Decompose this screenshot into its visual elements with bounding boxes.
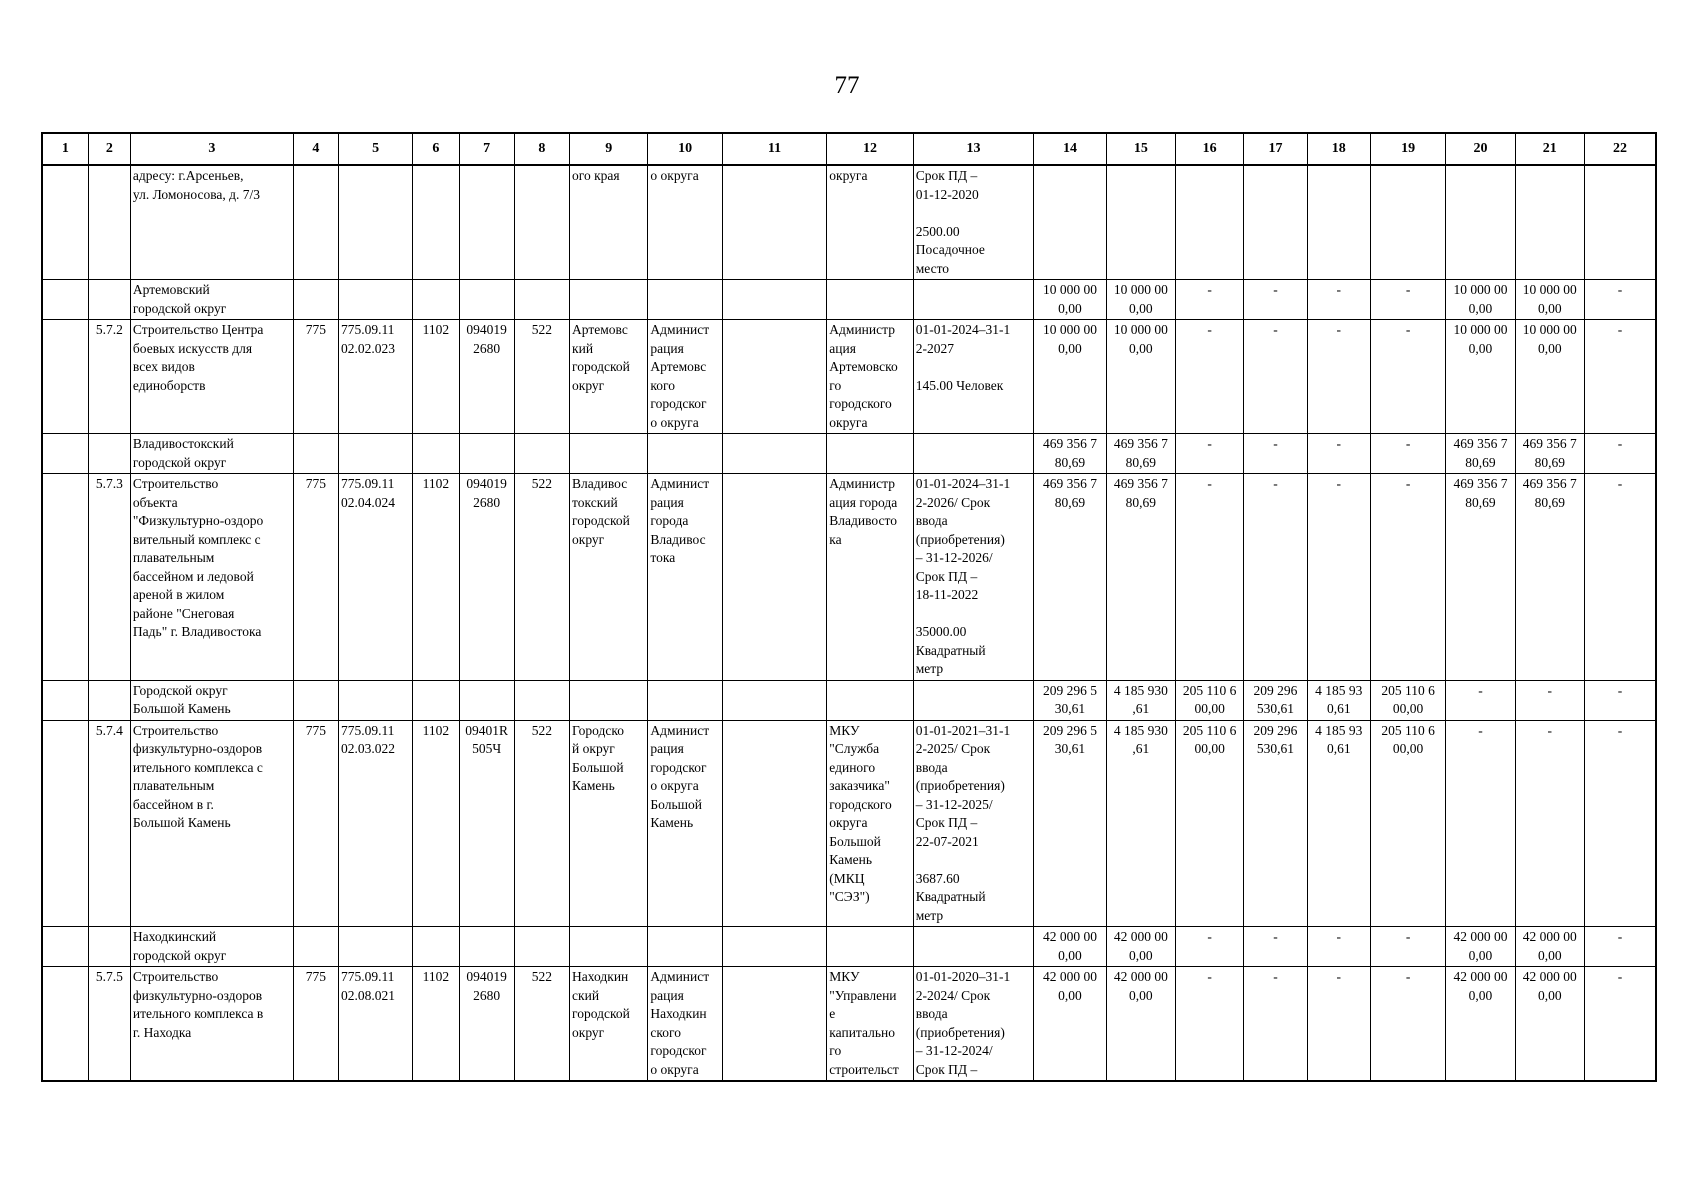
table-cell [570, 434, 648, 474]
table-cell [338, 680, 412, 720]
table-cell: 10 000 00 0,00 [1515, 280, 1584, 320]
table-cell [459, 434, 514, 474]
table-cell: Админист рация Находкин ского городског о округа [648, 967, 722, 1082]
table-cell [42, 720, 88, 927]
table-cell [293, 680, 338, 720]
table-cell [413, 927, 459, 967]
table-cell [459, 165, 514, 280]
table-cell: МКУ "Управлени е капитально го строительст [827, 967, 913, 1082]
table-cell [293, 927, 338, 967]
column-header-13: 13 [913, 133, 1034, 165]
table-cell: Администр ация города Владивосто ка [827, 474, 913, 681]
table-cell: 42 000 00 0,00 [1446, 967, 1515, 1082]
table-cell: 09401R 505Ч [459, 720, 514, 927]
table-cell [1446, 165, 1515, 280]
table-cell [42, 320, 88, 434]
column-header-17: 17 [1244, 133, 1307, 165]
table-cell [570, 927, 648, 967]
table-row [42, 720, 1656, 927]
table-cell [88, 434, 130, 474]
table-cell: 775.09.11 02.04.024 [338, 474, 412, 681]
column-header-2: 2 [88, 133, 130, 165]
table-cell: 10 000 00 0,00 [1106, 320, 1175, 434]
table-cell [459, 280, 514, 320]
table-cell: 205 110 6 00,00 [1370, 680, 1445, 720]
table-cell: 1102 [413, 967, 459, 1082]
table-cell [338, 927, 412, 967]
table-cell: Админист рация городског о округа Большой Камень [648, 720, 722, 927]
table-cell: 5.7.5 [88, 967, 130, 1082]
table-cell [570, 280, 648, 320]
table-cell: - [1244, 320, 1307, 434]
column-header-4: 4 [293, 133, 338, 165]
table-cell: - [1307, 474, 1370, 681]
table-cell [88, 280, 130, 320]
table-cell: 469 356 7 80,69 [1446, 434, 1515, 474]
table-cell: 1102 [413, 320, 459, 434]
table-cell: Находкин ский городской округ [570, 967, 648, 1082]
table-cell: 10 000 00 0,00 [1034, 280, 1106, 320]
table-cell: 1102 [413, 474, 459, 681]
table-cell: - [1307, 320, 1370, 434]
table-cell [88, 927, 130, 967]
table-cell: 01-01-2024–31-1 2-2027 145.00 Человек [913, 320, 1034, 434]
table-cell [722, 280, 827, 320]
table-cell: - [1307, 967, 1370, 1082]
table-cell: Артемовс кий городской округ [570, 320, 648, 434]
column-header-1: 1 [42, 133, 88, 165]
table-cell [913, 680, 1034, 720]
column-header-12: 12 [827, 133, 913, 165]
table-cell [42, 165, 88, 280]
column-header-9: 9 [570, 133, 648, 165]
table-cell: 42 000 00 0,00 [1034, 927, 1106, 967]
table-cell: Артемовский городской округ [130, 280, 293, 320]
table-cell: - [1370, 927, 1445, 967]
table-cell: 5.7.3 [88, 474, 130, 681]
table-cell [722, 967, 827, 1082]
table-cell: округа [827, 165, 913, 280]
table-row [42, 434, 1656, 474]
table-cell [827, 280, 913, 320]
table-cell [1584, 165, 1656, 280]
table-cell: 205 110 6 00,00 [1370, 720, 1445, 927]
table-cell: Городско й округ Большой Камень [570, 720, 648, 927]
table-cell: - [1370, 967, 1445, 1082]
table-cell: 5.7.2 [88, 320, 130, 434]
table-cell: 775.09.11 02.08.021 [338, 967, 412, 1082]
column-header-21: 21 [1515, 133, 1584, 165]
table-cell: - [1584, 720, 1656, 927]
table-cell: 01-01-2020–31-1 2-2024/ Срок ввода (приобретения) – 31-12-2024/ Срок ПД – [913, 967, 1034, 1082]
table-cell [722, 320, 827, 434]
table-cell: Городской округ Большой Камень [130, 680, 293, 720]
table-cell: 205 110 6 00,00 [1175, 680, 1243, 720]
column-header-3: 3 [130, 133, 293, 165]
table-cell [42, 434, 88, 474]
table-cell: - [1584, 320, 1656, 434]
table-cell [514, 927, 569, 967]
table-row [42, 680, 1656, 720]
table-cell [1307, 165, 1370, 280]
table-cell: Владивостокский городской округ [130, 434, 293, 474]
table-cell: - [1515, 680, 1584, 720]
column-header-20: 20 [1446, 133, 1515, 165]
table-cell: Находкинский городской округ [130, 927, 293, 967]
table-cell [648, 434, 722, 474]
table-cell: 1102 [413, 720, 459, 927]
table-cell: - [1370, 434, 1445, 474]
table-cell: 209 296 5 30,61 [1034, 680, 1106, 720]
table-body [42, 165, 1656, 1081]
table-cell [913, 434, 1034, 474]
table-cell [88, 680, 130, 720]
table-cell: Строительство Центра боевых искусств для всех видов единоборств [130, 320, 293, 434]
table-cell: 775.09.11 02.02.023 [338, 320, 412, 434]
table-cell [293, 165, 338, 280]
table-cell [1106, 165, 1175, 280]
table-cell: ого края [570, 165, 648, 280]
table-cell: Строительство объекта "Физкультурно-оздоро вительный комплекс с плавательным бассейном и ледовой ареной в жилом районе "Снеговая Падь" г. Владивостока [130, 474, 293, 681]
table-row [42, 967, 1656, 1082]
table-cell [1515, 165, 1584, 280]
table-cell [913, 280, 1034, 320]
table-cell: - [1244, 927, 1307, 967]
table-cell: 10 000 00 0,00 [1515, 320, 1584, 434]
table-cell: - [1370, 280, 1445, 320]
table-cell: 469 356 7 80,69 [1034, 474, 1106, 681]
table-cell [722, 165, 827, 280]
table-cell [88, 165, 130, 280]
table-cell: 42 000 00 0,00 [1515, 967, 1584, 1082]
table-cell: Срок ПД – 01-12-2020 2500.00 Посадочное место [913, 165, 1034, 280]
table-cell: Админист рация Артемовс кого городског о округа [648, 320, 722, 434]
table-cell [1370, 165, 1445, 280]
table-cell: 775 [293, 720, 338, 927]
table-cell: Строительство физкультурно-оздоров ительного комплекса в г. Находка [130, 967, 293, 1082]
table-cell: - [1584, 280, 1656, 320]
table-cell [413, 280, 459, 320]
table-cell [514, 680, 569, 720]
table-cell: 209 296 530,61 [1244, 720, 1307, 927]
table-cell [722, 927, 827, 967]
table-cell: 205 110 6 00,00 [1175, 720, 1243, 927]
table-cell: 522 [514, 967, 569, 1082]
header-row [42, 133, 1656, 165]
table-cell: - [1446, 720, 1515, 927]
table-row [42, 280, 1656, 320]
table-row [42, 474, 1656, 681]
table-cell [722, 474, 827, 681]
table-cell: 522 [514, 720, 569, 927]
table-cell: - [1370, 320, 1445, 434]
table-cell: 5.7.4 [88, 720, 130, 927]
table-cell: адресу: г.Арсеньев, ул. Ломоносова, д. 7/3 [130, 165, 293, 280]
table-cell [722, 720, 827, 927]
column-header-7: 7 [459, 133, 514, 165]
table-cell: 775 [293, 474, 338, 681]
table-cell: - [1175, 434, 1243, 474]
table-cell [459, 927, 514, 967]
table-cell [514, 434, 569, 474]
table-cell: - [1244, 967, 1307, 1082]
table-cell [722, 434, 827, 474]
table-row [42, 927, 1656, 967]
table-cell [293, 434, 338, 474]
table-cell: Админист рация города Владивос тока [648, 474, 722, 681]
table-cell [722, 680, 827, 720]
table-cell: 522 [514, 320, 569, 434]
table-cell: - [1584, 434, 1656, 474]
table-cell: - [1307, 434, 1370, 474]
table-cell [827, 434, 913, 474]
table-cell: 469 356 7 80,69 [1515, 434, 1584, 474]
table-cell: 42 000 00 0,00 [1515, 927, 1584, 967]
table-cell [459, 680, 514, 720]
column-header-19: 19 [1370, 133, 1445, 165]
table-cell: - [1244, 474, 1307, 681]
table-cell: 42 000 00 0,00 [1106, 927, 1175, 967]
table-cell: - [1307, 280, 1370, 320]
table-cell: - [1175, 280, 1243, 320]
column-header-5: 5 [338, 133, 412, 165]
table-cell [1175, 165, 1243, 280]
table-cell [913, 927, 1034, 967]
table-cell: - [1175, 474, 1243, 681]
table-cell: 094019 2680 [459, 967, 514, 1082]
table-cell: 094019 2680 [459, 474, 514, 681]
column-header-6: 6 [413, 133, 459, 165]
table-cell: 10 000 00 0,00 [1034, 320, 1106, 434]
table-cell: 4 185 930 ,61 [1106, 720, 1175, 927]
column-header-8: 8 [514, 133, 569, 165]
table-cell: 209 296 5 30,61 [1034, 720, 1106, 927]
table-cell: - [1446, 680, 1515, 720]
table-cell: 775 [293, 967, 338, 1082]
table-cell: 42 000 00 0,00 [1034, 967, 1106, 1082]
table-cell: - [1584, 967, 1656, 1082]
table-cell [648, 280, 722, 320]
table-cell: 4 185 930 ,61 [1106, 680, 1175, 720]
column-header-10: 10 [648, 133, 722, 165]
table-row [42, 165, 1656, 280]
table-cell [42, 680, 88, 720]
table-cell [1244, 165, 1307, 280]
table-cell [338, 280, 412, 320]
table-cell [42, 474, 88, 681]
table-cell [648, 927, 722, 967]
table-cell: 775 [293, 320, 338, 434]
table-cell [42, 927, 88, 967]
table-cell: 4 185 93 0,61 [1307, 720, 1370, 927]
table-cell [827, 927, 913, 967]
table-cell [42, 280, 88, 320]
table-cell: Владивос токский городской округ [570, 474, 648, 681]
table-cell: Администр ация Артемовско го городского округа [827, 320, 913, 434]
table-cell: - [1244, 280, 1307, 320]
table-cell [413, 434, 459, 474]
table-cell: 10 000 00 0,00 [1446, 320, 1515, 434]
table-cell: - [1244, 434, 1307, 474]
table-cell [514, 280, 569, 320]
page-number: 77 [834, 72, 860, 99]
table-cell: 01-01-2021–31-1 2-2025/ Срок ввода (приобретения) – 31-12-2025/ Срок ПД – 22-07-2021 3687.60 Квадратный метр [913, 720, 1034, 927]
column-header-16: 16 [1175, 133, 1243, 165]
budget-table [41, 132, 1657, 1082]
column-header-14: 14 [1034, 133, 1106, 165]
table-cell: 10 000 00 0,00 [1446, 280, 1515, 320]
table-cell: 42 000 00 0,00 [1446, 927, 1515, 967]
table-cell [514, 165, 569, 280]
table-cell: - [1584, 927, 1656, 967]
table-cell: 775.09.11 02.03.022 [338, 720, 412, 927]
table-cell [827, 680, 913, 720]
table-cell: 469 356 7 80,69 [1106, 474, 1175, 681]
table-cell: 42 000 00 0,00 [1106, 967, 1175, 1082]
table-cell: - [1175, 320, 1243, 434]
table-cell [648, 680, 722, 720]
table-cell: - [1307, 927, 1370, 967]
column-header-22: 22 [1584, 133, 1656, 165]
table-row [42, 320, 1656, 434]
table-cell [42, 967, 88, 1082]
column-header-15: 15 [1106, 133, 1175, 165]
table-cell: 469 356 7 80,69 [1515, 474, 1584, 681]
table-cell: - [1175, 967, 1243, 1082]
table-cell [1034, 165, 1106, 280]
table-cell: 01-01-2024–31-1 2-2026/ Срок ввода (приобретения) – 31-12-2026/ Срок ПД – 18-11-2022 35000.00 Квадратный метр [913, 474, 1034, 681]
table-cell: - [1584, 474, 1656, 681]
table-cell [413, 165, 459, 280]
table-cell: 469 356 7 80,69 [1106, 434, 1175, 474]
table-cell: 10 000 00 0,00 [1106, 280, 1175, 320]
table-cell: МКУ "Служба единого заказчика" городского округа Большой Камень (МКЦ "СЭЗ") [827, 720, 913, 927]
table-cell [338, 434, 412, 474]
table-cell [570, 680, 648, 720]
table-cell [293, 280, 338, 320]
table-cell [338, 165, 412, 280]
table-cell: - [1175, 927, 1243, 967]
table-cell: 094019 2680 [459, 320, 514, 434]
column-header-18: 18 [1307, 133, 1370, 165]
table-cell: 469 356 7 80,69 [1446, 474, 1515, 681]
table-cell: 469 356 7 80,69 [1034, 434, 1106, 474]
table-cell: 522 [514, 474, 569, 681]
table-cell: 4 185 93 0,61 [1307, 680, 1370, 720]
table-cell: о округа [648, 165, 722, 280]
table-cell: - [1584, 680, 1656, 720]
table-cell: - [1515, 720, 1584, 927]
table-cell: 209 296 530,61 [1244, 680, 1307, 720]
table-cell: Строительство физкультурно-оздоров ительного комплекса с плавательным бассейном в г. Большой Камень [130, 720, 293, 927]
table-cell [413, 680, 459, 720]
column-header-11: 11 [722, 133, 827, 165]
table-cell: - [1370, 474, 1445, 681]
